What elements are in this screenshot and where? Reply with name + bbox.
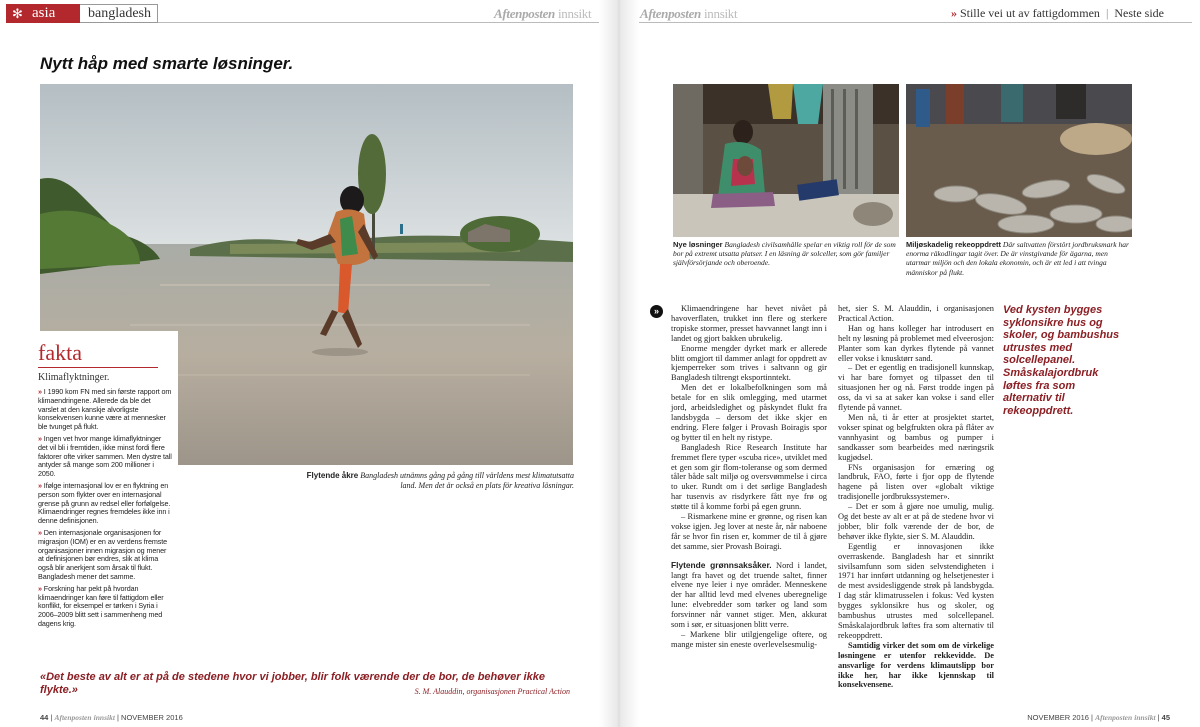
article-column-1 — [671, 304, 827, 650]
subsection-label: bangladesh — [88, 6, 151, 21]
paragraph: – Rismarkene mine er grønne, og risen kan vokse igjen. Jeg lover at neste år, når naboene får se hvor fin risen er, kommer de til å gjøre det samme, sier Provash Boiragi. — [671, 512, 827, 551]
header-rule — [158, 22, 1192, 23]
article-start-icon: » — [650, 305, 663, 318]
brand-logo-right — [640, 6, 737, 22]
fakta-item — [38, 482, 172, 526]
issue-date: NOVEMBER 2016 — [121, 713, 183, 722]
bullet-chevron-icon: » — [38, 527, 44, 537]
bullet-chevron-icon: » — [38, 433, 44, 443]
page-gutter — [599, 0, 639, 727]
caption-text: Bangladesh civilsamhälle spelar en viktig roll för de som bor på extremt utsatta platser. I en läsning är solceller, som gör familjer självförsörjande och oberoende. — [673, 240, 896, 268]
fakta-item — [38, 585, 172, 629]
page-headline: Nytt håp med smarte løsninger. — [40, 54, 294, 73]
paragraph: Enorme mengder dyrket mark er allerede blitt omgjort til dammer anlagt for oppdrett av kjemperreker som trives i saltvann og gir Bangladesh tiltrengt eksportinntekt. — [671, 343, 827, 383]
photo-caption-right-2 — [906, 240, 1132, 277]
paragraph: Han og hans kolleger har introdusert en helt ny løsning på problemet med elveerosjon: Planter som kan dyrkes flytende på vannet eller vokse i knusktørr sand. — [838, 323, 994, 363]
section-tag[interactable] — [6, 4, 80, 23]
separator: | — [1105, 6, 1109, 20]
fakta-item-text: I 1990 kom FN med sin første rapport om klimaendringene. Allerede da ble det varslet at den kanskje alvorligste konsekvensen kunne være at mennesker ble tvunget på flukt. — [38, 387, 172, 432]
paragraph: – Det er som å gjøre noe umulig, mulig. Og det beste av alt er at på de stedene hvor vi jobber, blir folk værende der de bor, de behøver ikke flykte, sier S. M. Alauddin. — [838, 502, 994, 541]
footer-right: NOVEMBER 2016 | Aftenposten innsikt | 45 — [1027, 713, 1170, 722]
fakta-item-text: Ifølge internasjonal lov er en flyktning en person som flykter over en internasjonal grense på grunn av redsel eller forfølgelse. Klimaendringer regnes fremdeles ikke inn i denne definisjonen. — [38, 480, 171, 526]
paragraph: Klimaendringene har hevet nivået på havoverflaten, trukket inn flere og sterkere tropiske stormer, presset havvannet langt inn i landet og gjort bakken ubrukelig. — [671, 304, 827, 343]
next-page-label: Neste side — [1114, 6, 1164, 20]
caption-title: Miljøskadelig rekeoppdrett — [906, 240, 1002, 249]
paragraph: Men nå, ti år etter at prosjektet startet, vokser spinat og belgfrukten okra på flåter av vannhyasint og bambus og pumper i sandkasser som bearbeides med næringsrik kugjødsel. — [838, 412, 994, 462]
fakta-item-text: Forskning har pekt på hvordan klimaendringer kan føre til fattigdom eller konflikt, for eksempel er tørken i Syria i 2006–2009 blitt sett i sammenheng med dagens krig. — [38, 583, 164, 628]
pull-quote-right: Ved kysten bygges syklonsikre hus og skoler, og bambushus utrustes med solcellepanel. Småskalajordbruk løftes fra som alternativ til rekeoppdrett. — [1003, 304, 1120, 417]
paragraph-text: Nord i landet, langt fra havet og det truende saltet, finner elvene nye leier i nye områder. Menneskene der har alltid levd med elvenes uberegnelige lune: elvebredder som tørker og land som forsvinner når vannet stiger. Men, akkurat som i sør, er situasjonen blitt verre. — [671, 560, 827, 630]
bullet-chevron-icon: » — [38, 583, 44, 593]
quote-attribution: S. M. Alauddin, organisasjonen Practical Action — [414, 687, 570, 696]
fakta-box — [32, 331, 178, 661]
bullet-chevron-icon: » — [38, 480, 44, 490]
fakta-item-text: Ingen vet hvor mange klimaflyktninger det vil bli i fremtiden, ikke minst fordi flere faktorer ofte virker sammen. Men dystre tall antyder så mange som 200 millioner i 2050. — [38, 433, 172, 479]
page-number: 45 — [1161, 713, 1170, 722]
caption-text: Bangladesh utnämns gång på gång till världens mest klimatutsatta land. Men det är också en plats för kreativa lösningar. — [360, 471, 574, 490]
paragraph: Egentlig er innovasjonen ikke overraskende. Bangladesh har et sinnrikt sivilsamfunn som siden selvstendigheten i 1971 har innført utdanning og helsetjenester i de mest avsidesliggende strøk på landsbygda. I dag står klimatrusselen i fokus: Ved kysten bygges syklonsikre hus og skoler, og bambushus utrustes med solcellepanel. Småskalajordbruk løftes fra som alternativ til rekeoppdrett. — [838, 541, 994, 640]
paragraph: – Det er egentlig en tradisjonell kunnskap, vi har bare fornyet og tilpasset den til situasjonen her og nå. Først trodde ingen på oss, da vi sa at saker kan vokse i sand eller flytende på vannet. — [838, 363, 994, 413]
fakta-subtitle: Klimaflyktninger. — [38, 372, 110, 383]
fakta-item-text: Den internasjonale organisasjonen for migrasjon (IOM) er en av verdens fremste organisasjoner innen migrasjon og mener at definisjonen bør endres, slik at klima også blir anerkjent som årsak til flukt. Bangladesh mener det samme. — [38, 527, 168, 581]
pull-quote-left: «Det beste av alt er at på de stedene hvor vi jobber, blir folk værende der de bor, de behøver ikke flykte.» — [40, 671, 545, 696]
subsection-tag[interactable] — [80, 4, 158, 23]
subheading: Flytende grønnsaksåker. — [671, 559, 772, 570]
paragraph — [671, 561, 827, 630]
footer-brand-suffix: innsikt — [93, 713, 115, 722]
footer-brand-suffix: innsikt — [1134, 713, 1156, 722]
fakta-divider — [38, 367, 158, 368]
footer-brand: Aftenposten — [1095, 713, 1133, 722]
brand-suffix: innsikt — [557, 6, 592, 21]
footer-left: 44 | Aftenposten innsikt | NOVEMBER 2016 — [40, 713, 183, 722]
main-photo-caption — [300, 471, 574, 491]
bullet-chevron-icon: » — [38, 387, 44, 396]
paragraph: Bangladesh Rice Research Institute har fremmet flere typer «scuba rice», utviklet med et gen som gir flom-toleranse og som dermed tåler både salt miljø og oversvømmelse i circa to uker. Rundt om i det sørlige Bangladesh har tusenvis av risdyrkere fått nye frø og støtte til å komme forbi på egen grunn. — [671, 442, 827, 512]
paragraph: – Markene blir utilgjengelige oftere, og mange mister sin eneste overlevelsesmulig- — [671, 630, 827, 649]
issue-date: NOVEMBER 2016 — [1027, 713, 1089, 722]
next-story-title: Stille vei ut av fattigdommen — [959, 6, 1100, 20]
page-number: 44 — [40, 713, 49, 722]
brand-suffix: innsikt — [703, 6, 738, 21]
photo-fish-shrimp-farm — [906, 84, 1132, 237]
paragraph: het, sier S. M. Alauddin, i organisasjonen Practical Action. — [838, 304, 994, 323]
paragraph: Men det er lokalbefolkningen som må betale for en slik omlegging, med utarmet jord, arbeidsledighet og påskyndet flukt fra landsbygda – dersom det ikke skjer en endring. Flere følger i Provash Boiragis spor og bytter til en helt ny ristype. — [671, 383, 827, 442]
brand-name: Aftenposten — [640, 6, 701, 21]
paragraph: FNs organisasjon for ernæring og landbruk, FAO, førte i fjor opp de flytende hagene på listen over «globalt viktige tradisjonelle jordbrukssystemer». — [838, 462, 994, 502]
section-label: asia — [32, 5, 56, 21]
photo-woman-solar-panel — [673, 84, 899, 237]
double-chevron-right-icon: » — [950, 6, 957, 20]
caption-title: Flytende åkre — [306, 471, 359, 480]
caption-title: Nye løsninger — [673, 240, 723, 249]
brand-name: Aftenposten — [494, 6, 555, 21]
paragraph-closing: Samtidig virker det som om de virkelige løsningene er utenfor rekkevidde. De ansvarlige for verdens klimautslipp bor ikke her, har ikke kjennskap til konsekvensene. — [838, 640, 994, 690]
caption-text: Där saltvatten förstört jordbruksmark har enorma räkodlingar tagit över. De är vinstgivande för ägarna, men utarmar miljön och den lokala ekonomin, och är ett led i att tvinga människor på flukt. — [906, 240, 1129, 277]
fakta-item — [38, 529, 172, 582]
photo-caption-right-1 — [673, 240, 899, 268]
footer-brand: Aftenposten — [54, 713, 92, 722]
fakta-item — [38, 435, 172, 479]
brand-logo-left — [494, 6, 591, 22]
next-story-link[interactable] — [951, 6, 1164, 21]
fakta-title: fakta — [38, 340, 82, 365]
fakta-item — [38, 388, 172, 432]
article-column-2 — [838, 304, 994, 690]
sunburst-icon: ✻ — [12, 6, 23, 21]
